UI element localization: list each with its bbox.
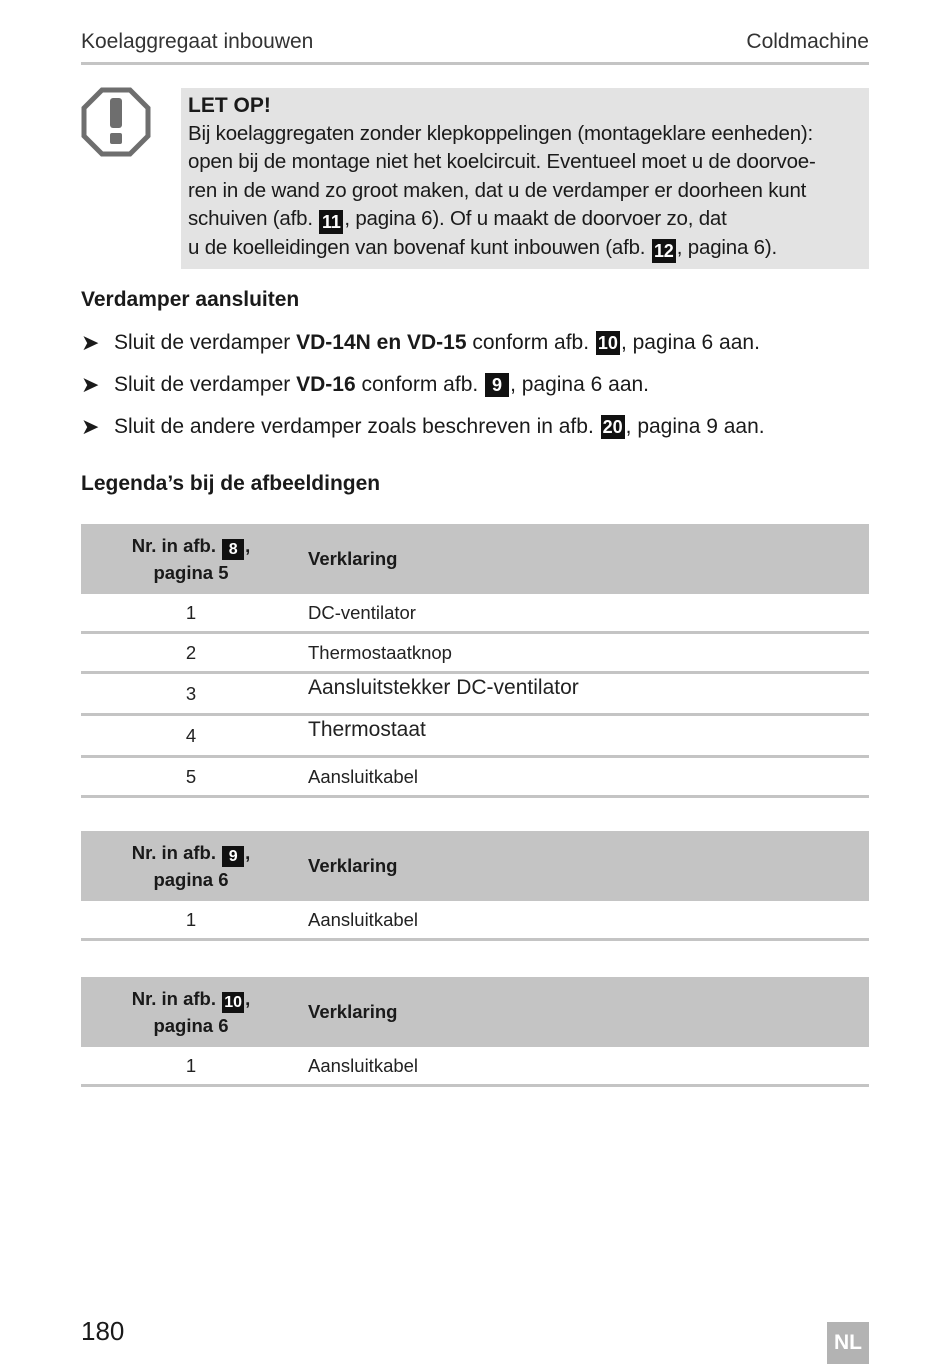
section-heading: Verdamper aansluiten bbox=[81, 288, 300, 311]
step-text: Sluit de verdamper bbox=[114, 331, 291, 354]
column-header-nr bbox=[81, 524, 301, 594]
arrow-bullet-icon: ➤ bbox=[81, 330, 100, 355]
notice-line: ren in de wand zo groot maken, dat u de verdamper er doorheen kunt bbox=[188, 178, 807, 202]
row-description: Aansluitkabel bbox=[301, 1047, 869, 1086]
row-number: 1 bbox=[81, 901, 301, 940]
column-header-nr bbox=[81, 977, 301, 1047]
row-description: Aansluitkabel bbox=[301, 757, 869, 797]
product-name: Coldmachine bbox=[746, 30, 869, 53]
figure-badge: 10 bbox=[222, 992, 244, 1013]
step-text: , pagina 9 aan. bbox=[625, 415, 765, 438]
figure-badge: 11 bbox=[319, 210, 343, 234]
row-number: 5 bbox=[81, 757, 301, 797]
table-row bbox=[81, 901, 869, 940]
table-row bbox=[81, 594, 869, 633]
legend-table bbox=[81, 831, 869, 941]
step-text: Sluit de andere verdamper zoals beschreven in afb. bbox=[114, 415, 594, 438]
notice-line bbox=[188, 234, 861, 263]
table-header-row bbox=[81, 831, 869, 901]
page-label: pagina 5 bbox=[153, 561, 229, 583]
warning-exclamation-octagon-icon bbox=[81, 87, 151, 157]
notice-text: u de koelleidingen van bovenaf kunt inbouwen (afb. bbox=[188, 235, 646, 259]
step-text: , pagina 6 aan. bbox=[510, 373, 650, 396]
column-header-desc: Verklaring bbox=[301, 977, 869, 1047]
notice-text: , pagina 6). Of u maakt de doorvoer zo, dat bbox=[344, 206, 727, 230]
figure-badge: 20 bbox=[602, 417, 623, 437]
table-row bbox=[81, 757, 869, 797]
figure-badge: 10 bbox=[597, 333, 618, 353]
comma: , bbox=[245, 534, 251, 556]
row-number: 1 bbox=[81, 1047, 301, 1086]
instruction-step bbox=[81, 372, 649, 398]
row-number: 2 bbox=[81, 633, 301, 673]
figure-badge: 8 bbox=[222, 539, 244, 560]
legend-table bbox=[81, 524, 869, 798]
instruction-step bbox=[81, 330, 760, 356]
section-heading: Legenda’s bij de afbeeldingen bbox=[81, 472, 381, 495]
arrow-bullet-icon: ➤ bbox=[81, 414, 100, 439]
row-description: Thermostaatknop bbox=[301, 633, 869, 673]
page-label: pagina 6 bbox=[153, 1014, 229, 1036]
column-header-desc: Verklaring bbox=[301, 524, 869, 594]
step-text: conform afb. bbox=[472, 331, 590, 354]
row-number: 3 bbox=[81, 673, 301, 715]
step-text: , pagina 6 aan. bbox=[620, 331, 760, 354]
notice-text: schuiven (afb. bbox=[188, 206, 313, 230]
nr-label: Nr. in afb. bbox=[131, 987, 216, 1009]
figure-badge: 9 bbox=[222, 846, 244, 867]
column-header-desc: Verklaring bbox=[301, 831, 869, 901]
notice-title: LET OP! bbox=[188, 94, 271, 117]
row-description: Aansluitstekker DC-ventilator bbox=[301, 673, 869, 715]
table-row bbox=[81, 633, 869, 673]
notice-line bbox=[188, 205, 861, 234]
figure-badge: 9 bbox=[485, 373, 509, 397]
nr-label: Nr. in afb. bbox=[131, 534, 216, 556]
row-number: 4 bbox=[81, 715, 301, 757]
notice-line: Bij koelaggregaten zonder klepkoppelingen (montageklare eenheden): bbox=[188, 122, 814, 145]
table-header-row bbox=[81, 524, 869, 594]
table-row bbox=[81, 1047, 869, 1086]
step-text: Sluit de verdamper bbox=[114, 373, 291, 396]
page-number: 180 bbox=[81, 1316, 125, 1346]
row-number: 1 bbox=[81, 594, 301, 633]
notice-box bbox=[181, 88, 869, 269]
page-header bbox=[81, 30, 869, 65]
column-header-nr bbox=[81, 831, 301, 901]
instruction-step bbox=[81, 414, 765, 440]
legend-table bbox=[81, 977, 869, 1087]
notice-line: open bij de montage niet het koelcircuit. Eventueel moet u de doorvoe- bbox=[188, 150, 816, 174]
model-name: VD-14N en VD-15 bbox=[296, 331, 467, 354]
row-description: DC-ventilator bbox=[301, 594, 869, 633]
comma: , bbox=[245, 841, 251, 863]
comma: , bbox=[245, 987, 251, 1009]
row-description: Thermostaat bbox=[301, 715, 869, 757]
table-header-row bbox=[81, 977, 869, 1047]
step-text: conform afb. bbox=[361, 373, 479, 396]
page-label: pagina 6 bbox=[153, 868, 229, 890]
figure-badge: 12 bbox=[652, 239, 676, 263]
arrow-bullet-icon: ➤ bbox=[81, 372, 100, 397]
language-badge: NL bbox=[827, 1322, 869, 1364]
chapter-title: Koelaggregaat inbouwen bbox=[81, 30, 314, 53]
table-row bbox=[81, 715, 869, 757]
table-row bbox=[81, 673, 869, 715]
nr-label: Nr. in afb. bbox=[131, 841, 216, 863]
model-name: VD-16 bbox=[296, 373, 356, 396]
row-description: Aansluitkabel bbox=[301, 901, 869, 940]
notice-text: , pagina 6). bbox=[676, 235, 777, 259]
